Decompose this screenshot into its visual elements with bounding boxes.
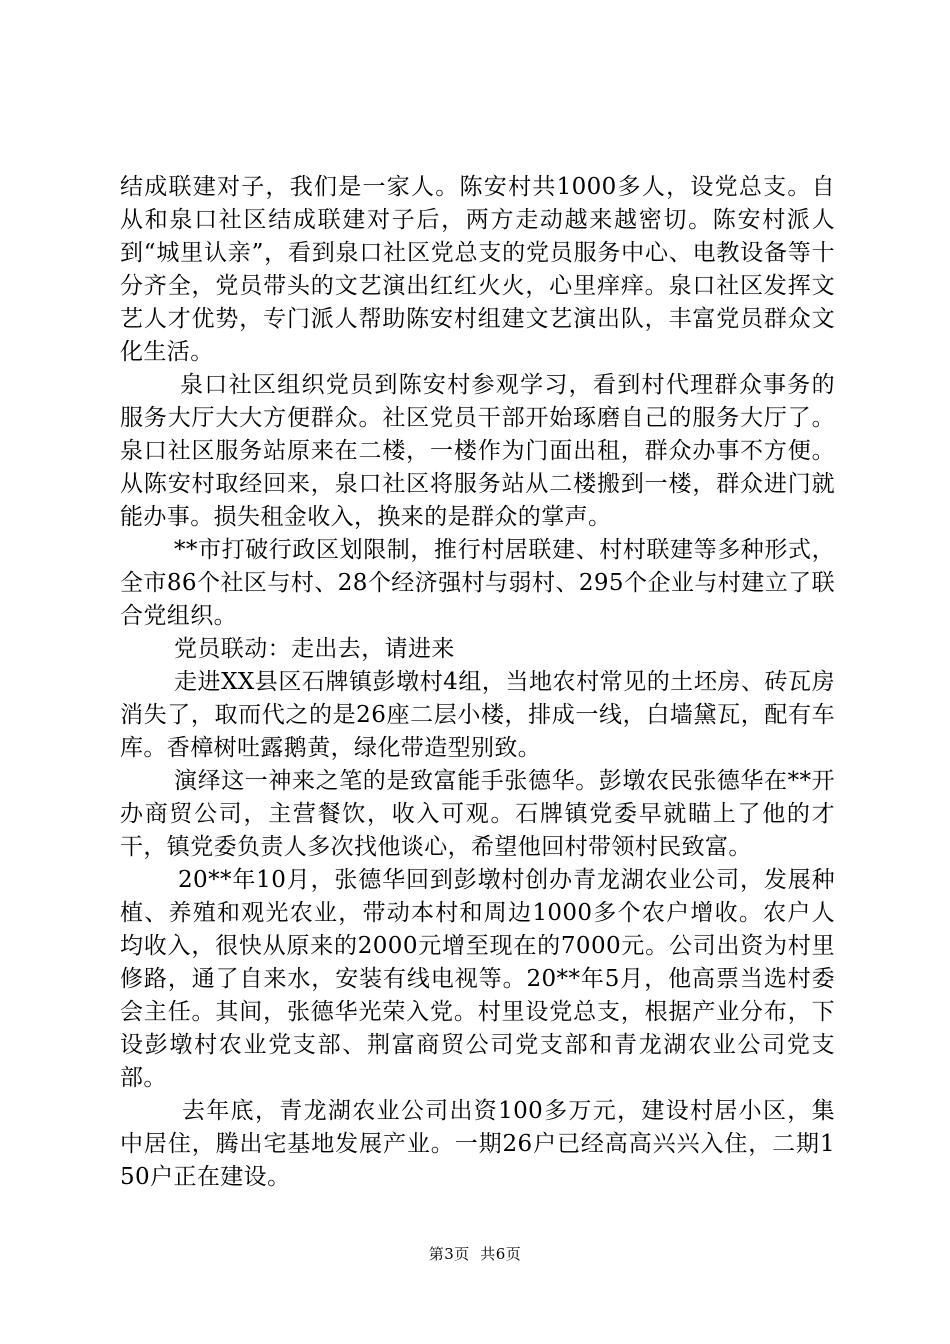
section-heading: 党员联动：走出去，请进来 xyxy=(174,636,455,662)
paragraph-5: 演绎这一神来之笔的是致富能手张德华。彭墩农民张德华在**开办商贸公司，主营餐饮，收入可观。石牌镇党委早就瞄上了他的才干，镇党委负责人多次找他谈心，希望他回村带领村民致富。 xyxy=(120,768,835,860)
paragraph-7: 去年底，青龙湖农业公司出资100多万元，建设村居小区，集中居住，腾出宅基地发展产业。一期26户已经高高兴兴入住，二期150户正在建设。 xyxy=(120,1098,835,1190)
document-body xyxy=(120,171,835,1194)
page-number-footer: 第3页 共6页 xyxy=(428,1245,522,1263)
paragraph-4: 走进XX县区石牌镇彭墩村4组，当地农村常见的土坯房、砖瓦房消失了，取而代之的是26座二层小楼，排成一线，白墙黛瓦，配有车库。香樟树吐露鹅黄，绿化带造型别致。 xyxy=(120,669,835,761)
paragraph-2: 泉口社区组织党员到陈安村参观学习，看到村代理群众事务的服务大厅大大方便群众。社区党员干部开始琢磨自己的服务大厅了。泉口社区服务站原来在二楼，一楼作为门面出租，群众办事不方便。从陈安村取经回来，泉口社区将服务站从二楼搬到一楼，群众进门就能办事。损失租金收入，换来的是群众的掌声。 xyxy=(120,372,835,530)
paragraph-3: **市打破行政区划限制，推行村居联建、村村联建等多种形式，全市86个社区与村、28个经济强村与弱村、295个企业与村建立了联合党组织。 xyxy=(120,537,835,629)
paragraph-1: 结成联建对子，我们是一家人。陈安村共1000多人，设党总支。自从和泉口社区结成联建对子后，两方走动越来越密切。陈安村派人到“城里认亲”，看到泉口社区党总支的党员服务中心、电教设备等十分齐全，党员带头的文艺演出红红火火，心里痒痒。泉口社区发挥文艺人才优势，专门派人帮助陈安村组建文艺演出队，丰富党员群众文化生活。 xyxy=(120,174,835,365)
paragraph-6: 20**年10月，张德华回到彭墩村创办青龙湖农业公司，发展种植、养殖和观光农业，带动本村和周边1000多个农户增收。农户人均收入，很快从原来的2000元增至现在的7000元。公司出资为村里修路，通了自来水，安装有线电视等。20**年5月，他高票当选村委会主任。其间，张德华光荣入党。村里设党总支，根据产业分布，下设彭墩村农业党支部、荆富商贸公司党支部和青龙湖农业公司党支部。 xyxy=(120,867,835,1091)
